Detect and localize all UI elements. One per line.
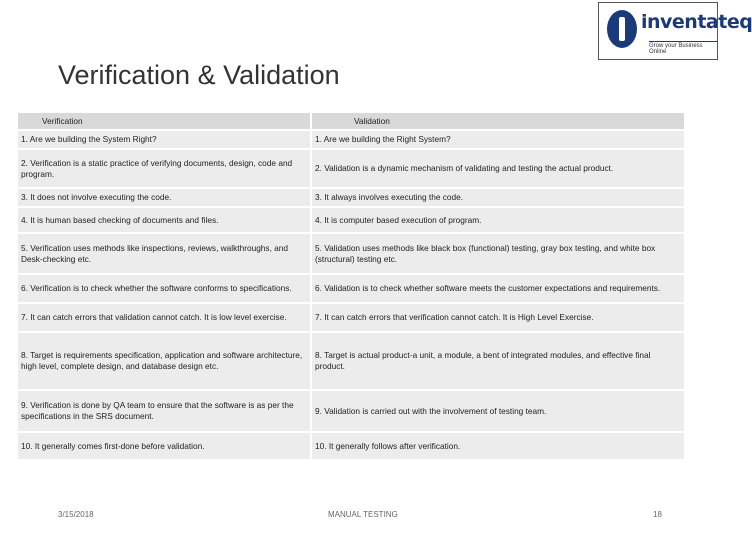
- header-verification: Verification: [18, 113, 312, 129]
- table-row: [18, 234, 684, 273]
- table-row: [18, 131, 684, 148]
- verification-cell: 8. Target is requirements specification, application and software architecture, high level, complete design, and database design etc.: [18, 333, 312, 389]
- verification-cell: 4. It is human based checking of documents and files.: [18, 208, 312, 232]
- table-row: [18, 433, 684, 459]
- page-number: 18: [653, 510, 662, 519]
- company-logo: [598, 2, 752, 60]
- logo-mark-icon: [607, 10, 637, 48]
- table-row: [18, 208, 684, 232]
- table-row: [18, 333, 684, 389]
- verification-cell: 5. Verification uses methods like inspections, reviews, walkthroughs, and Desk-checking etc.: [18, 234, 312, 273]
- verification-cell: 1. Are we building the System Right?: [18, 131, 312, 148]
- verification-cell: 6. Verification is to check whether the software conforms to specifications.: [18, 275, 312, 302]
- verification-cell: 3. It does not involve executing the code.: [18, 189, 312, 206]
- footer-date: 3/15/2018: [58, 510, 94, 519]
- validation-cell: 4. It is computer based execution of program.: [312, 208, 684, 232]
- comparison-table: [18, 111, 684, 461]
- verification-cell: 10. It generally comes first-done before validation.: [18, 433, 312, 459]
- logo-name: inventateq: [641, 11, 752, 33]
- table-row: [18, 189, 684, 206]
- header-validation: Validation: [312, 113, 684, 129]
- slide-title: Verification & Validation: [58, 60, 340, 90]
- table-row: [18, 304, 684, 331]
- logo-tagline: Grow your Business Online: [649, 41, 717, 55]
- validation-cell: 1. Are we building the Right System?: [312, 131, 684, 148]
- validation-cell: 10. It generally follows after verification.: [312, 433, 684, 459]
- validation-cell: 6. Validation is to check whether software meets the customer expectations and requirements.: [312, 275, 684, 302]
- verification-cell: 9. Verification is done by QA team to ensure that the software is as per the specifications in the SRS document.: [18, 391, 312, 431]
- verification-cell: 2. Verification is a static practice of verifying documents, design, code and program.: [18, 150, 312, 187]
- footer-title: MANUAL TESTING: [328, 510, 398, 519]
- validation-cell: 7. It can catch errors that verification cannot catch. It is High Level Exercise.: [312, 304, 684, 331]
- table-row: [18, 150, 684, 187]
- table-row: [18, 275, 684, 302]
- verification-cell: 7. It can catch errors that validation cannot catch. It is low level exercise.: [18, 304, 312, 331]
- table-row: [18, 391, 684, 431]
- validation-cell: 9. Validation is carried out with the involvement of testing team.: [312, 391, 684, 431]
- validation-cell: 5. Validation uses methods like black box (functional) testing, gray box testing, and white box (structural) testing etc.: [312, 234, 684, 273]
- table-header-row: [18, 113, 684, 129]
- validation-cell: 8. Target is actual product-a unit, a module, a bent of integrated modules, and effective final product.: [312, 333, 684, 389]
- validation-cell: 3. It always involves executing the code.: [312, 189, 684, 206]
- validation-cell: 2. Validation is a dynamic mechanism of validating and testing the actual product.: [312, 150, 684, 187]
